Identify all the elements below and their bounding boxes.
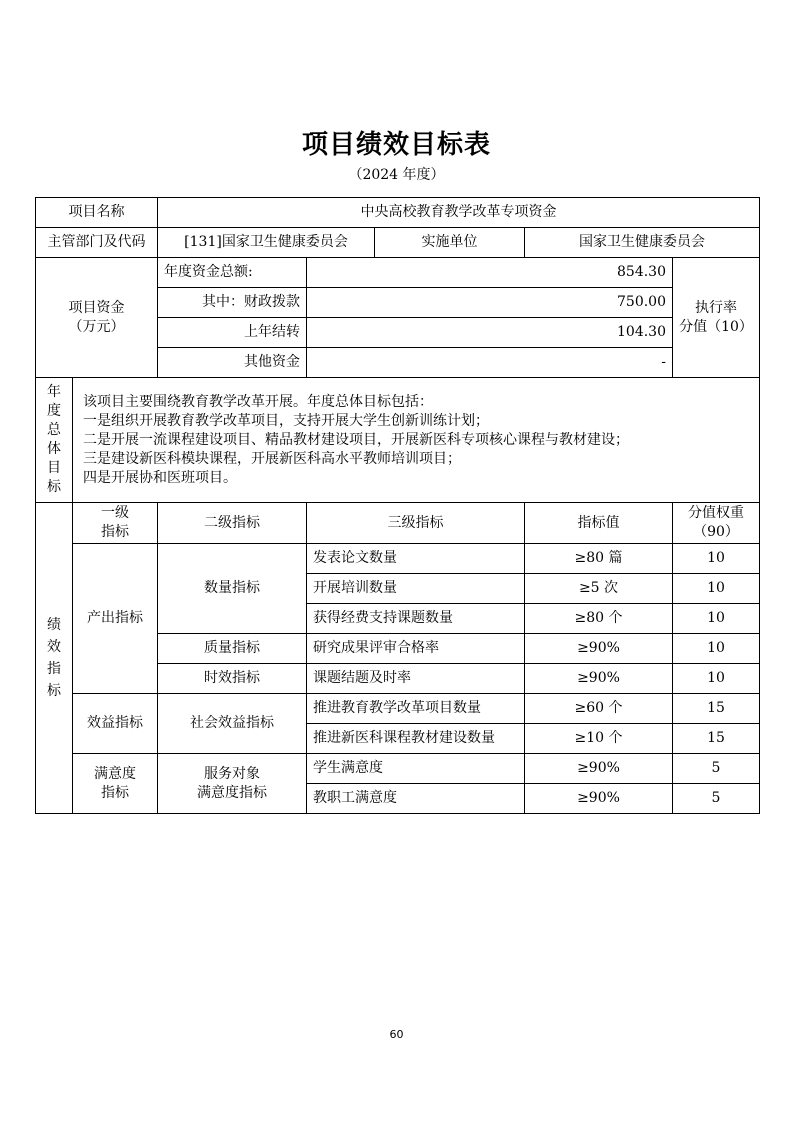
funds-total-value: 854.30 (307, 258, 673, 288)
implementing-unit-label: 实施单位 (375, 228, 525, 258)
table-row (36, 694, 760, 724)
indicator-value: ≥90% (525, 634, 673, 664)
goal-line: 四是开展协和医班项目。 (83, 469, 237, 486)
indicator-weight: 10 (673, 574, 760, 604)
department-label: 主管部门及代码 (36, 228, 158, 258)
satisfaction-label-line1: 满意度 (94, 765, 136, 782)
indicator-name: 教职工满意度 (307, 784, 525, 814)
goal-label-char: 总 (47, 422, 61, 438)
indicator-weight: 10 (673, 634, 760, 664)
indicator-name: 研究成果评审合格率 (307, 634, 525, 664)
indicator-value: ≥90% (525, 754, 673, 784)
header-level1 (73, 503, 158, 544)
indicator-header-row (36, 503, 760, 544)
indicator-label-char: 指 (47, 661, 61, 677)
indicator-name: 推进教育教学改革项目数量 (307, 694, 525, 724)
funds-other-label: 其他资金 (158, 348, 307, 378)
goal-label-char: 体 (47, 441, 61, 457)
indicator-weight: 5 (673, 754, 760, 784)
performance-indicators-label (36, 503, 73, 814)
goal-label-char: 年 (47, 384, 61, 400)
indicator-name: 开展培训数量 (307, 574, 525, 604)
funds-label-line1: 项目资金 (68, 299, 125, 316)
funds-fiscal-label: 其中：财政拨款 (158, 288, 307, 318)
indicator-value: ≥10 个 (525, 724, 673, 754)
annual-goal-row (36, 378, 760, 503)
goal-line: 二是开展一流课程建设项目、精品教材建设项目，开展新医科专项核心课程与教材建设； (83, 431, 629, 448)
annual-goal-label (36, 378, 73, 503)
header-weight-line2: （90） (693, 524, 739, 540)
header-level1-line2: 指标 (101, 524, 129, 540)
quantity-indicator-label: 数量指标 (158, 544, 307, 634)
fiscal-year: （2024 年度） (348, 167, 445, 183)
indicator-name: 课题结题及时率 (307, 664, 525, 694)
indicator-name: 学生满意度 (307, 754, 525, 784)
indicator-weight: 15 (673, 724, 760, 754)
goal-line: 一是组织开展教育教学改革项目，支持开展大学生创新训练计划； (83, 412, 489, 429)
funds-carryover-label: 上年结转 (158, 318, 307, 348)
service-satisfaction-line1: 服务对象 (204, 765, 260, 782)
execution-rate-score (673, 258, 760, 378)
indicator-weight: 10 (673, 604, 760, 634)
satisfaction-label-line2: 指标 (101, 784, 129, 801)
indicator-weight: 10 (673, 544, 760, 574)
department-value: [131]国家卫生健康委员会 (158, 228, 375, 258)
header-level2: 二级指标 (158, 503, 307, 544)
project-name-label: 项目名称 (36, 198, 158, 228)
indicator-name: 推进新医科课程教材建设数量 (307, 724, 525, 754)
quality-indicator-label: 质量指标 (158, 634, 307, 664)
service-satisfaction-indicator-label (158, 754, 307, 814)
header-level1-line1: 一级 (101, 505, 129, 521)
indicator-value: ≥80 篇 (525, 544, 673, 574)
execution-rate-line2: 分值（10） (679, 318, 753, 335)
output-indicator-label: 产出指标 (73, 544, 158, 694)
funds-label-line2: （万元） (68, 318, 125, 335)
execution-rate-line1: 执行率 (695, 299, 737, 316)
indicator-value: ≥60 个 (525, 694, 673, 724)
performance-goal-table (35, 197, 760, 814)
annual-goal-text (73, 378, 760, 503)
funds-total-label: 年度资金总额: (158, 258, 307, 288)
goal-label-char: 度 (47, 403, 61, 419)
project-name-row (36, 198, 760, 228)
service-satisfaction-line2: 满意度指标 (197, 784, 267, 801)
goal-label-char: 标 (47, 479, 61, 495)
goal-label-char: 目 (47, 460, 61, 476)
header-value: 指标值 (525, 503, 673, 544)
funds-carryover-value: 104.30 (307, 318, 673, 348)
satisfaction-indicator-label (73, 754, 158, 814)
indicator-weight: 15 (673, 694, 760, 724)
department-row (36, 228, 760, 258)
indicator-weight: 5 (673, 784, 760, 814)
indicator-label-char: 绩 (47, 617, 61, 633)
indicator-value: ≥5 次 (525, 574, 673, 604)
page-title: 项目绩效目标表 (301, 130, 491, 160)
funds-other-value: - (307, 348, 673, 378)
timeliness-indicator-label: 时效指标 (158, 664, 307, 694)
implementing-unit-value: 国家卫生健康委员会 (525, 228, 760, 258)
table-row (36, 544, 760, 574)
social-benefit-indicator-label: 社会效益指标 (158, 694, 307, 754)
indicator-value: ≥90% (525, 664, 673, 694)
indicator-label-char: 标 (47, 683, 61, 699)
indicator-value: ≥80 个 (525, 604, 673, 634)
header-weight (673, 503, 760, 544)
funds-fiscal-value: 750.00 (307, 288, 673, 318)
funds-label (36, 258, 158, 378)
indicator-label-char: 效 (47, 639, 61, 655)
indicator-name: 发表论文数量 (307, 544, 525, 574)
funds-total-row (36, 258, 760, 288)
project-name-value: 中央高校教育教学改革专项资金 (158, 198, 760, 228)
indicator-value: ≥90% (525, 784, 673, 814)
goal-line: 三是建设新医科模块课程，开展新医科高水平教师培训项目； (83, 450, 461, 467)
header-level3: 三级指标 (307, 503, 525, 544)
goal-line: 该项目主要围绕教育教学改革开展。年度总体目标包括： (83, 393, 433, 410)
header-weight-line1: 分值权重 (688, 505, 744, 521)
indicator-name: 获得经费支持课题数量 (307, 604, 525, 634)
table-row (36, 754, 760, 784)
indicator-weight: 10 (673, 664, 760, 694)
benefit-indicator-label: 效益指标 (73, 694, 158, 754)
page-number: 60 (389, 1028, 404, 1041)
